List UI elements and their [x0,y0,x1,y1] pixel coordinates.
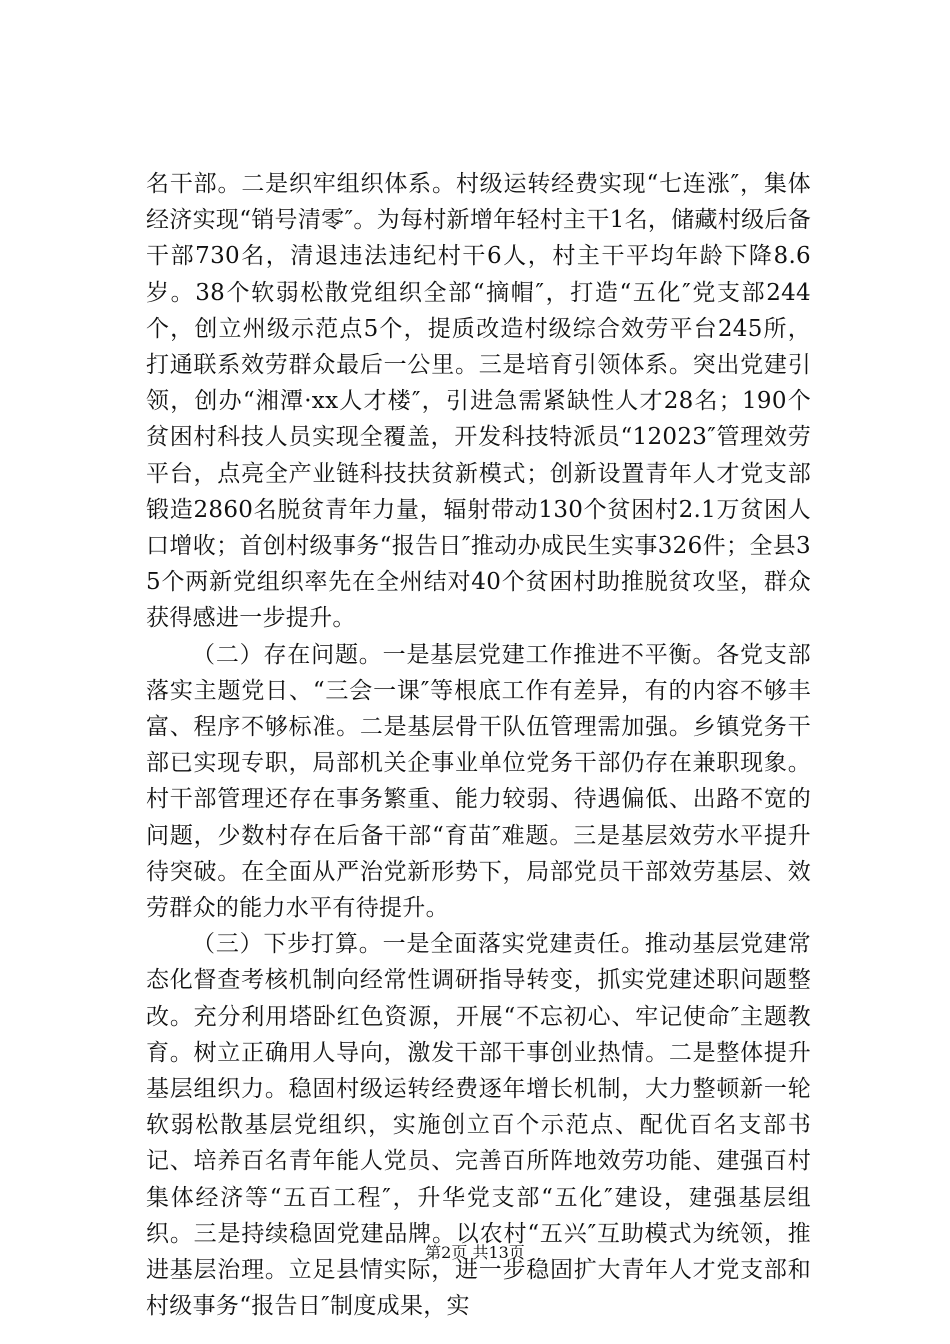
document-body [146,166,811,1325]
paragraph-1: 名干部。二是织牢组织体系。村级运转经费实现“七连涨″，集体经济实现“销号清零″。为每村新增年轻村主干1名，储藏村级后备干部730名，清退违法违纪村干6人，村主干平均年龄下降8.6岁。38个软弱松散党组织全部“摘帽″，打造“五化″党支部244个，创立州级示范点5个，提质改造村级综合效劳平台245所，打通联系效劳群众最后一公里。三是培育引领体系。突出党建引领，创办“湘潭·xx人才楼″，引进急需紧缺性人才28名；190个贫困村科技人员实现全覆盖，开发科技特派员“12023″管理效劳平台，点亮全产业链科技扶贫新模式；创新设置青年人才党支部锻造2860名脱贫青年力量，辐射带动130个贫困村2.1万贫困人口增收；首创村级事务“报告日″推动办成民生实事326件；全县35个两新党组织率先在全州结对40个贫困村助推脱贫攻坚，群众获得感进一步提升。 [146,171,811,632]
paragraph-3: （三）下步打算。一是全面落实党建责任。推动基层党建常态化督查考核机制向经常性调研指导转变，抓实党建述职问题整改。充分利用塔卧红色资源，开展“不忘初心、牢记使命″主题教育。树立正确用人导向，激发干部干事创业热情。二是整体提升基层组织力。稳固村级运转经费逐年增长机制，大力整顿新一轮软弱松散基层党组织，实施创立百个示范点、配优百名支部书记、培养百名青年能人党员、完善百所阵地效劳功能、建强百村集体经济等“五百工程″，升华党支部“五化″建设，建强基层组织。三是持续稳固党建品牌。以农村“五兴″互助模式为统领，推进基层治理。立足县情实际，进一步稳固扩大青年人才党支部和村级事务“报告日″制度成果，实 [146,931,811,1320]
page-footer: 第2页 共13页 [425,1243,525,1262]
paragraph-2: （二）存在问题。一是基层党建工作推进不平衡。各党支部落实主题党日、“三会一课″等根底工作有差异，有的内容不够丰富、程序不够标准。二是基层骨干队伍管理需加强。乡镇党务干部已实现专职，局部机关企事业单位党务干部仍存在兼职现象。村干部管理还存在事务繁重、能力较弱、待遇偏低、出路不宽的问题，少数村存在后备干部“育苗″难题。三是基层效劳水平提升待突破。在全面从严治党新形势下，局部党员干部效劳基层、效劳群众的能力水平有待提升。 [146,641,811,922]
